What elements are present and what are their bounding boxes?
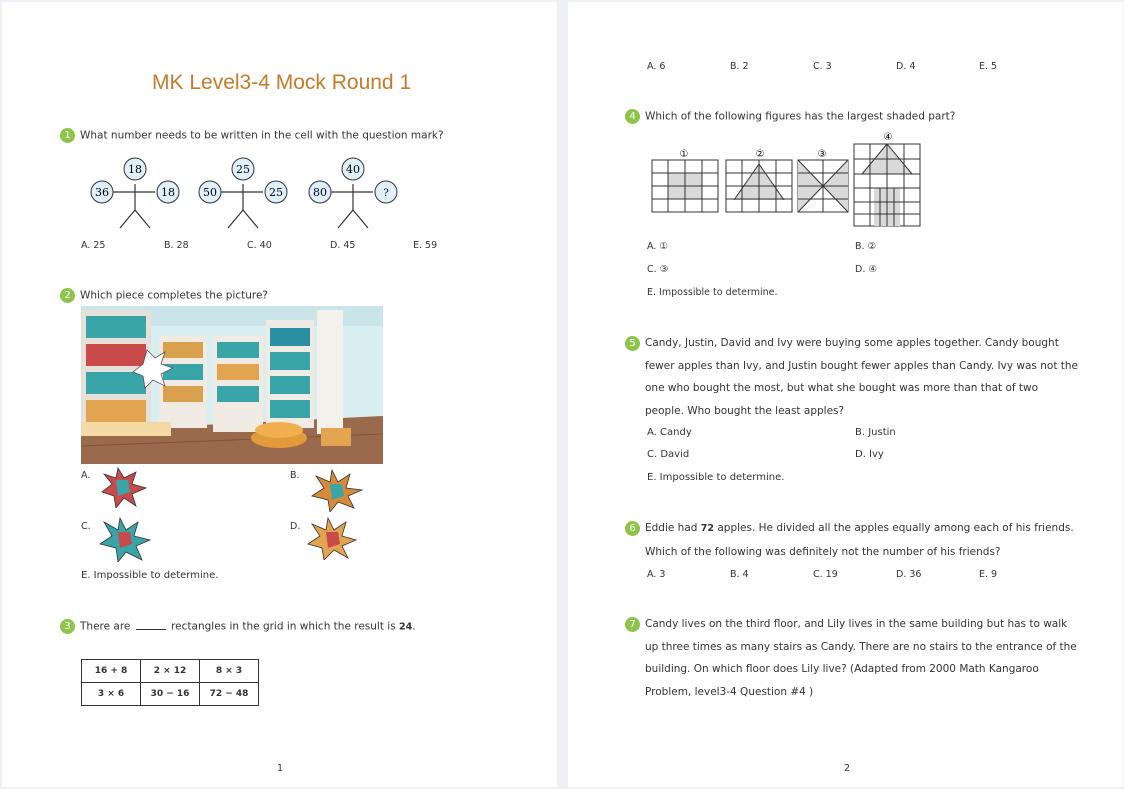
q4-option-a[interactable]: A. ① [647, 241, 668, 252]
piece-c-icon[interactable] [98, 516, 152, 562]
page-number: 2 [844, 763, 851, 774]
q5-line-3: one who bought the most, but what she bought was more than that of two [645, 382, 1039, 394]
q3-option-d[interactable]: D. 4 [896, 61, 916, 72]
q5-option-a[interactable]: A. Candy [647, 427, 692, 438]
figure-label-3: ③ [817, 149, 827, 160]
q5-line-2: fewer apples than Ivy, and Justin bought fewer apples than Candy. Ivy was not the [645, 359, 1079, 372]
q7-line-3: building. On which floor does Lily live? (Adapted from 2000 Math Kangaroo [645, 663, 1039, 675]
question-number: 3 [60, 619, 75, 634]
figure-3 [798, 160, 848, 212]
page-title: MK Level3-4 Mock Round 1 [152, 71, 412, 94]
fig2-left: 50 [203, 186, 217, 199]
question-5 [625, 332, 1078, 422]
question-7 [625, 613, 1077, 703]
piece-b-icon[interactable] [308, 468, 364, 512]
figure-1 [652, 160, 718, 212]
fig2-top: 25 [236, 163, 250, 176]
figure-4 [854, 144, 920, 226]
grid-cell: 2 × 12 [141, 660, 200, 683]
page-1 [2, 2, 557, 787]
q6-text-after: apples. He divided all the apples equally among each of his friends. [717, 522, 1074, 534]
q7-line-1: Candy lives on the third floor, and Lily lives in the same building but has to walk [645, 618, 1068, 630]
grid-cell: 30 − 16 [141, 683, 200, 706]
piece-a-icon[interactable] [98, 466, 148, 508]
q1-option-c[interactable]: C. 40 [247, 240, 272, 251]
figure-2 [726, 160, 792, 212]
q5-line-4: people. Who bought the least apples? [645, 404, 845, 417]
q3-option-b[interactable]: B. 2 [730, 61, 749, 72]
question-2 [60, 288, 268, 303]
q5-option-b[interactable]: B. Justin [855, 427, 896, 438]
q4-option-e[interactable]: E. Impossible to determine. [647, 287, 778, 298]
q6-option-d[interactable]: D. 36 [896, 569, 922, 580]
q5-line-1: Candy, Justin, David and Ivy were buying some apples together. Candy bought [645, 337, 1059, 349]
grid-cell: 3 × 6 [82, 683, 141, 706]
q1-option-b[interactable]: B. 28 [164, 240, 189, 251]
q6-option-a[interactable]: A. 3 [647, 569, 666, 580]
stick-figure-3 [309, 158, 397, 228]
q3-grid [81, 659, 259, 706]
q2-option-d[interactable]: D. [290, 521, 301, 532]
fig1-left: 36 [95, 186, 109, 199]
shop-picture [81, 306, 383, 464]
question-number: 6 [625, 521, 640, 536]
question-3: 3 There are rectangles in the grid in which the result is 24. [60, 619, 416, 634]
question-number: 1 [60, 128, 75, 143]
q7-line-4: Problem, level3-4 Question #4 ) [645, 685, 814, 698]
q4-figures [650, 130, 930, 230]
q6-line-2: Which of the following was definitely not the number of his friends? [645, 545, 1001, 558]
q1-stick-figures [82, 152, 442, 234]
fig3-right: ? [383, 188, 389, 199]
q4-option-b[interactable]: B. ② [855, 241, 877, 252]
question-6 [625, 517, 1074, 563]
question-number: 4 [625, 109, 640, 124]
q5-option-d[interactable]: D. Ivy [855, 449, 884, 460]
q3-option-a[interactable]: A. 6 [647, 61, 666, 72]
grid-cell: 8 × 3 [200, 660, 259, 683]
question-text: Which piece completes the picture? [80, 289, 269, 302]
q6-text-before: Eddie had [645, 522, 698, 534]
q2-option-b[interactable]: B. [290, 470, 300, 481]
q7-line-2: up three times as many stairs as Candy. There are no stairs to the entrance of the [645, 640, 1077, 653]
fig1-top: 18 [128, 163, 142, 176]
fig3-top: 40 [346, 163, 360, 176]
q5-option-e[interactable]: E. Impossible to determine. [647, 472, 785, 483]
figure-label-4: ④ [883, 132, 893, 143]
question-number: 2 [60, 288, 75, 303]
target-number: 24 [399, 621, 413, 633]
grid-cell: 16 + 8 [82, 660, 141, 683]
q1-option-d[interactable]: D. 45 [330, 240, 356, 251]
q6-option-e[interactable]: E. 9 [979, 569, 998, 580]
q2-option-c[interactable]: C. [81, 521, 91, 532]
figure-label-1: ① [679, 149, 689, 160]
fig3-left: 80 [313, 186, 327, 199]
question-1 [60, 128, 444, 143]
question-text-before: There are [80, 620, 131, 633]
q2-option-a[interactable]: A. [81, 470, 91, 481]
stick-figure-2 [199, 158, 287, 228]
answer-blank[interactable] [136, 629, 166, 630]
q4-option-c[interactable]: C. ③ [647, 264, 669, 275]
question-4 [625, 109, 955, 124]
question-text: What number needs to be written in the cell with the question mark? [80, 129, 444, 142]
grid-cell: 72 − 48 [200, 683, 259, 706]
piece-d-icon[interactable] [306, 516, 358, 560]
question-number: 7 [625, 617, 640, 632]
question-number: 5 [625, 336, 640, 351]
grid-row [82, 683, 259, 706]
q6-option-b[interactable]: B. 4 [730, 569, 749, 580]
question-text: Which of the following figures has the largest shaded part? [645, 110, 956, 123]
page-2 [568, 2, 1123, 787]
figure-label-2: ② [755, 149, 765, 160]
q5-option-c[interactable]: C. David [647, 449, 690, 460]
q6-option-c[interactable]: C. 19 [813, 569, 838, 580]
q1-option-a[interactable]: A. 25 [81, 240, 106, 251]
q4-option-d[interactable]: D. ④ [855, 264, 877, 275]
q6-apples: 72 [700, 523, 715, 534]
question-text-after: rectangles in the grid in which the result is [171, 620, 396, 633]
fig1-right: 18 [161, 186, 175, 199]
page-number: 1 [277, 763, 284, 774]
q3-option-c[interactable]: C. 3 [813, 61, 832, 72]
grid-row [82, 660, 259, 683]
stick-figure-1 [91, 158, 179, 228]
q2-option-e[interactable]: E. Impossible to determine. [81, 570, 219, 581]
q3-option-e[interactable]: E. 5 [979, 61, 998, 72]
q1-option-e[interactable]: E. 59 [413, 240, 438, 251]
fig2-right: 25 [269, 186, 283, 199]
